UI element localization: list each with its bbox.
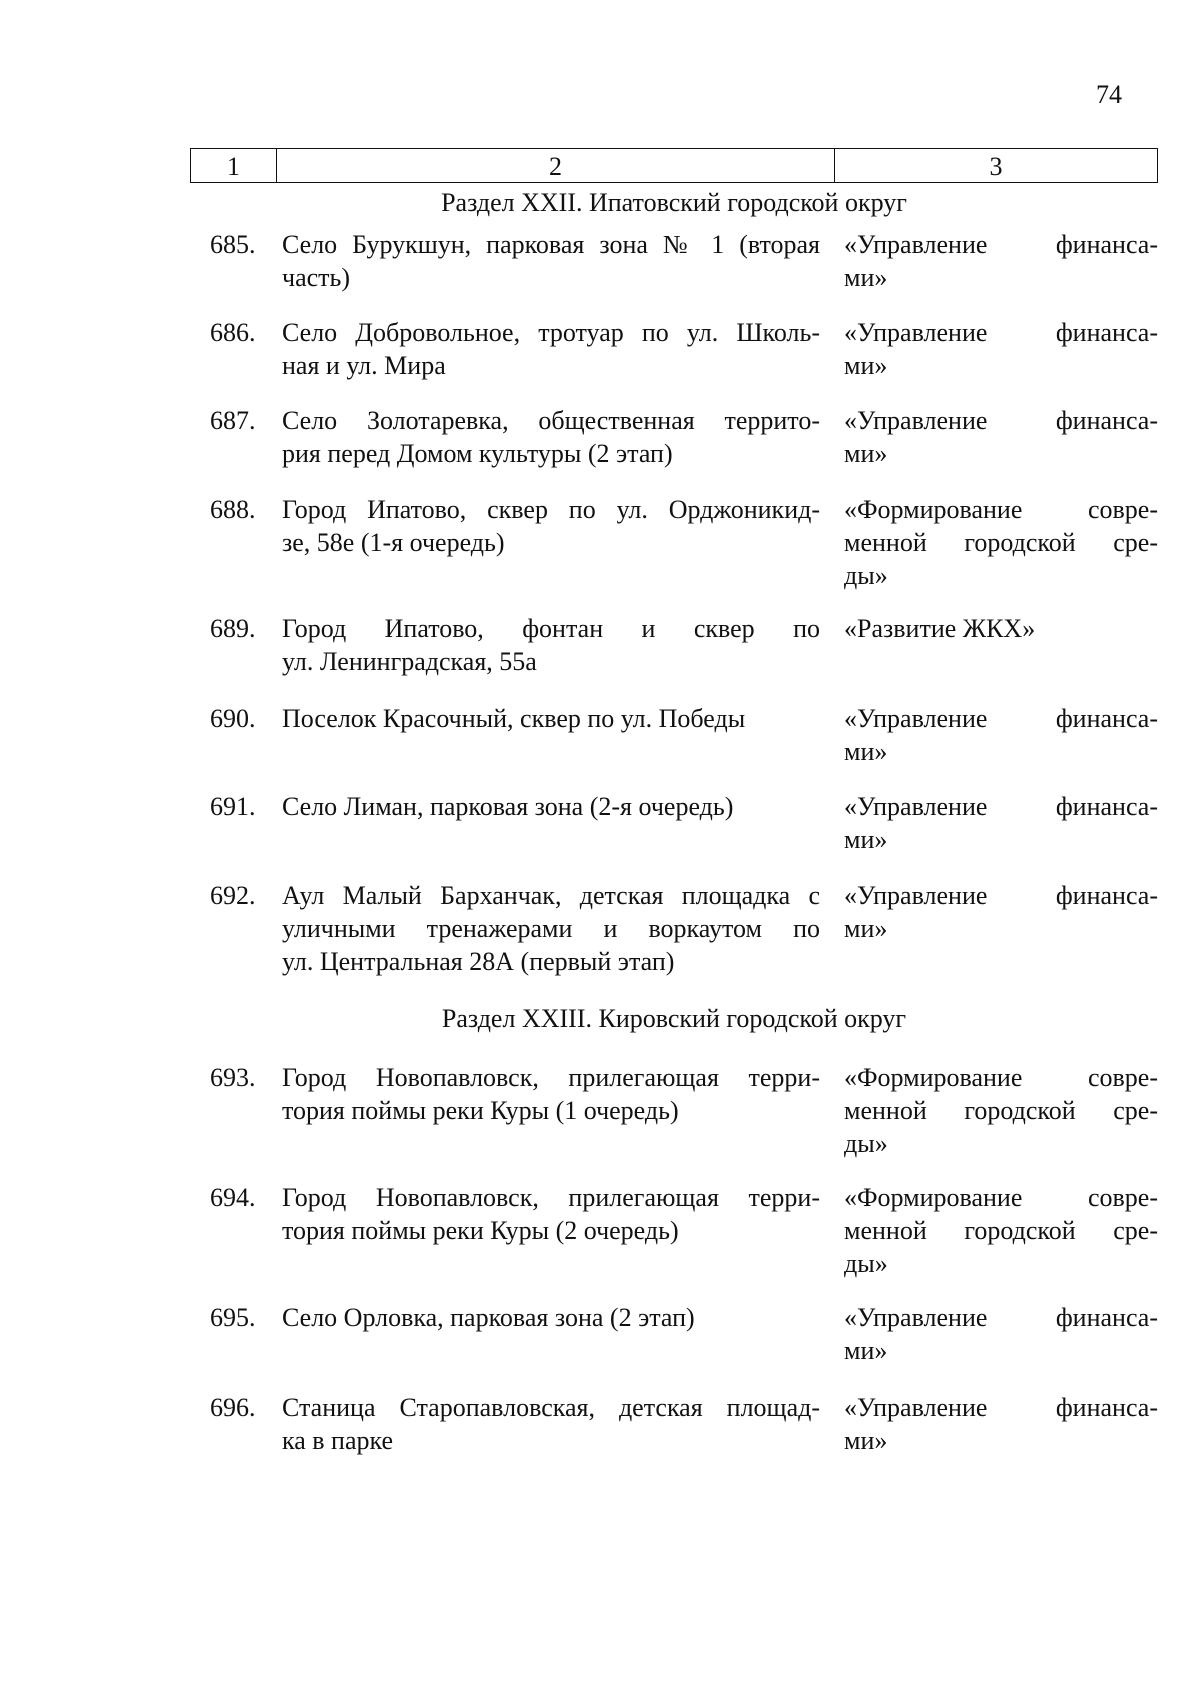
program-name: «Управление финанса- ми» (844, 792, 1158, 854)
row-number: 685. (210, 230, 256, 259)
object-name: Село Добровольное, тротуар по ул. Школь- ная и ул. Мира (282, 318, 820, 380)
row-number: 691. (210, 792, 256, 821)
row-number: 692. (210, 881, 256, 910)
object-name: Село Орловка, парковая зона (2 этап) (282, 1303, 695, 1332)
row-number: 688. (210, 495, 256, 524)
program-name: «Управление финанса- ми» (844, 230, 1158, 292)
object-name: Город Новопавловск, прилегающая терри- тория поймы реки Куры (2 очередь) (282, 1183, 820, 1245)
object-name: Город Ипатово, фонтан и сквер по ул. Ленинградская, 55а (282, 614, 820, 676)
row-number: 689. (210, 614, 256, 643)
object-name: Станица Старопавловская, детская площад- ка в парке (282, 1393, 820, 1455)
section-title: Раздел XXIII. Кировский городской округ (441, 1004, 907, 1033)
object-name: Поселок Красочный, сквер по ул. Победы (282, 704, 746, 733)
program-name: «Управление финанса- ми» (844, 406, 1158, 468)
column-header-row (190, 148, 1158, 183)
row-number: 690. (210, 704, 256, 733)
program-name: «Управление финанса- ми» (844, 881, 1158, 943)
program-name: «Управление финанса- ми» (844, 1303, 1158, 1365)
object-name: Село Бурукшун, парковая зона № 1 (вторая часть) (282, 230, 820, 292)
object-name: Аул Малый Барханчак, детская площадка с уличными тренажерами и воркаутом по ул. Центральная 28А (первый этап) (282, 881, 820, 976)
object-name: Село Золотаревка, общественная террито- рия перед Домом культуры (2 этап) (282, 406, 820, 468)
object-name: Город Новопавловск, прилегающая терри- тория поймы реки Куры (1 очередь) (282, 1063, 820, 1125)
program-name: «Формирование совре- менной городской сре- ды» (844, 1063, 1158, 1158)
row-number: 694. (210, 1183, 256, 1212)
program-name: «Формирование совре- менной городской сре- ды» (844, 495, 1158, 590)
row-number: 696. (210, 1393, 256, 1422)
program-name: «Управление финанса- ми» (844, 704, 1158, 766)
program-name: «Формирование совре- менной городской сре- ды» (844, 1183, 1158, 1278)
section-title: Раздел XXII. Ипатовский городской округ (441, 188, 907, 217)
row-number: 686. (210, 318, 256, 347)
row-number: 695. (210, 1303, 256, 1332)
object-name: Город Ипатово, сквер по ул. Орджоникид- зе, 58е (1-я очередь) (282, 495, 820, 557)
program-name: «Управление финанса- ми» (844, 1393, 1158, 1455)
column-header-1: 1 (191, 149, 277, 182)
page-number: 74 (1096, 80, 1122, 109)
object-name: Село Лиман, парковая зона (2-я очередь) (282, 792, 734, 821)
program-name: «Развитие ЖКХ» (844, 614, 1036, 643)
row-number: 693. (210, 1063, 256, 1092)
column-header-2: 2 (277, 149, 835, 182)
column-header-3: 3 (989, 152, 1003, 181)
program-name: «Управление финанса- ми» (844, 318, 1158, 380)
row-number: 687. (210, 406, 256, 435)
